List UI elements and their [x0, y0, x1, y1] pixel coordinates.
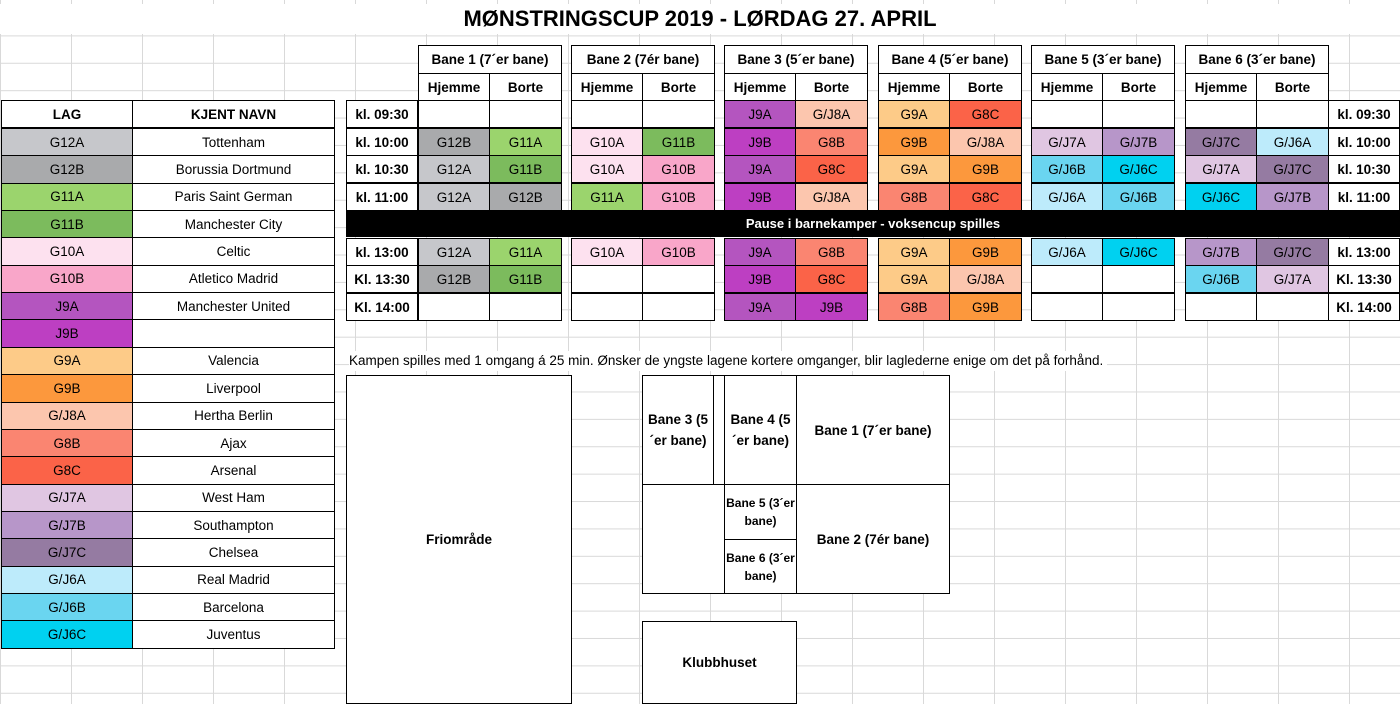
match-home-team: G9B: [878, 128, 950, 156]
time-slot-left: kl. 10:00: [346, 128, 418, 156]
time-slot-left: Kl. 13:30: [346, 265, 418, 293]
legend-team-code: G10A: [1, 237, 133, 265]
away-header: Borte: [1102, 73, 1175, 101]
legend-team-name: Juventus: [132, 620, 335, 648]
time-slot-right: Kl. 13:30: [1328, 265, 1400, 293]
match-away-team: J9B: [795, 293, 868, 321]
away-header: Borte: [949, 73, 1022, 101]
match-away-team: G8B: [795, 128, 868, 156]
legend-team-code: G11A: [1, 183, 133, 211]
legend-team-code: G9B: [1, 374, 133, 402]
match-home-team: [571, 293, 643, 321]
match-home-team: G/J6B: [1031, 155, 1103, 183]
legend-team-code: G8C: [1, 456, 133, 484]
map-bane-3: Bane 3 (5´er bane): [642, 375, 714, 485]
match-home-team: [571, 265, 643, 293]
time-slot-left: kl. 11:00: [346, 183, 418, 211]
match-away-team: G/J7C: [1256, 238, 1329, 266]
home-header: Hjemme: [1031, 73, 1103, 101]
match-away-team: G10B: [642, 183, 715, 211]
legend-team-code: G/J6C: [1, 620, 133, 648]
match-away-team: G8C: [795, 265, 868, 293]
match-away-team: G8C: [949, 183, 1022, 211]
legend-team-name: Hertha Berlin: [132, 402, 335, 430]
match-home-team: G12A: [418, 155, 490, 183]
match-away-team: G11B: [489, 265, 562, 293]
match-home-team: G/J7A: [1031, 128, 1103, 156]
time-slot-right: Kl. 14:00: [1328, 293, 1400, 321]
time-slot-left: kl. 10:30: [346, 155, 418, 183]
match-away-team: G/J6C: [1102, 238, 1175, 266]
match-home-team: G12B: [418, 265, 490, 293]
legend-team-name: Chelsea: [132, 538, 335, 566]
legend-team-name: Valencia: [132, 347, 335, 375]
match-home-team: J9A: [724, 100, 796, 128]
match-home-team: G11A: [571, 183, 643, 211]
match-away-team: G/J6A: [1256, 128, 1329, 156]
away-header: Borte: [489, 73, 562, 101]
legend-team-code: J9A: [1, 292, 133, 320]
map-bane-4: Bane 4 (5´er bane): [724, 375, 797, 485]
match-home-team: [1031, 100, 1103, 128]
legend-team-code: G/J8A: [1, 402, 133, 430]
match-home-team: G/J6C: [1185, 183, 1257, 211]
match-away-team: G/J6B: [1102, 183, 1175, 211]
legend-team-code: G12B: [1, 155, 133, 183]
legend-header-team: LAG: [1, 100, 133, 128]
home-header: Hjemme: [418, 73, 490, 101]
match-home-team: G/J7B: [1185, 238, 1257, 266]
home-header: Hjemme: [1185, 73, 1257, 101]
match-away-team: G8C: [949, 100, 1022, 128]
match-home-team: G10A: [571, 155, 643, 183]
match-away-team: G10B: [642, 238, 715, 266]
match-away-team: G/J7C: [1256, 155, 1329, 183]
match-away-team: [1256, 293, 1329, 321]
match-away-team: G9B: [949, 155, 1022, 183]
legend-header-name: KJENT NAVN: [132, 100, 335, 128]
match-away-team: G8C: [795, 155, 868, 183]
match-away-team: G9B: [949, 293, 1022, 321]
match-home-team: G8B: [878, 183, 950, 211]
match-home-team: G12B: [418, 128, 490, 156]
legend-team-name: Arsenal: [132, 456, 335, 484]
legend-team-name: West Ham: [132, 484, 335, 512]
match-home-team: J9A: [724, 238, 796, 266]
away-header: Borte: [1256, 73, 1329, 101]
match-home-team: G/J7C: [1185, 128, 1257, 156]
legend-team-code: G10B: [1, 265, 133, 293]
match-home-team: G10A: [571, 238, 643, 266]
match-away-team: G/J8A: [795, 100, 868, 128]
match-home-team: G9A: [878, 238, 950, 266]
match-home-team: G/J6B: [1185, 265, 1257, 293]
match-away-team: [1102, 265, 1175, 293]
time-slot-left: Kl. 14:00: [346, 293, 418, 321]
match-home-team: [1185, 293, 1257, 321]
match-away-team: G8B: [795, 238, 868, 266]
match-home-team: G/J6A: [1031, 183, 1103, 211]
legend-team-name: Atletico Madrid: [132, 265, 335, 293]
legend-team-code: G8B: [1, 429, 133, 457]
legend-team-name: Manchester United: [132, 292, 335, 320]
legend-team-name: Borussia Dortmund: [132, 155, 335, 183]
match-away-team: G11B: [642, 128, 715, 156]
match-away-team: G/J8A: [949, 128, 1022, 156]
match-home-team: [571, 100, 643, 128]
legend-team-name: Manchester City: [132, 210, 335, 238]
field-header-bane-4: Bane 4 (5´er bane): [878, 45, 1022, 74]
legend-team-name: Real Madrid: [132, 566, 335, 594]
field-header-bane-1: Bane 1 (7´er bane): [418, 45, 562, 74]
match-away-team: [1102, 100, 1175, 128]
legend-team-name: Tottenham: [132, 128, 335, 156]
time-slot-right: kl. 10:00: [1328, 128, 1400, 156]
match-away-team: G11B: [489, 155, 562, 183]
time-slot-right: kl. 09:30: [1328, 100, 1400, 128]
match-home-team: G8B: [878, 293, 950, 321]
match-home-team: [418, 293, 490, 321]
match-home-team: G/J6A: [1031, 238, 1103, 266]
map-bane-6: Bane 6 (3´er bane): [724, 539, 797, 594]
legend-team-name: Barcelona: [132, 593, 335, 621]
match-away-team: G11A: [489, 128, 562, 156]
match-away-team: G/J6C: [1102, 155, 1175, 183]
match-away-team: G/J7A: [1256, 265, 1329, 293]
time-slot-right: kl. 11:00: [1328, 183, 1400, 211]
legend-team-code: G11B: [1, 210, 133, 238]
rules-note: Kampen spilles med 1 omgang á 25 min. Ønsker de yngste lagene kortere omganger, blir laglederne enige om det på forhånd.: [349, 351, 1107, 371]
time-slot-left: kl. 13:00: [346, 238, 418, 266]
legend-team-code: G9A: [1, 347, 133, 375]
legend-team-code: G12A: [1, 128, 133, 156]
match-away-team: G/J8A: [949, 265, 1022, 293]
map-clubhouse: Klubbhuset: [642, 621, 797, 704]
legend-team-code: G/J7C: [1, 538, 133, 566]
legend-team-name: Celtic: [132, 237, 335, 265]
legend-team-code: G/J7A: [1, 484, 133, 512]
match-home-team: J9B: [724, 183, 796, 211]
legend-team-name: [132, 319, 335, 347]
match-away-team: G/J7B: [1102, 128, 1175, 156]
match-away-team: G9B: [949, 238, 1022, 266]
match-home-team: G12A: [418, 238, 490, 266]
page-title: MØNSTRINGSCUP 2019 - LØRDAG 27. APRIL: [0, 4, 1400, 34]
home-header: Hjemme: [724, 73, 796, 101]
match-away-team: [642, 265, 715, 293]
legend-team-name: Southampton: [132, 511, 335, 539]
match-home-team: G/J7A: [1185, 155, 1257, 183]
match-home-team: J9B: [724, 128, 796, 156]
map-bane-5: Bane 5 (3´er bane): [724, 484, 797, 540]
match-away-team: [489, 293, 562, 321]
match-away-team: G/J8A: [795, 183, 868, 211]
match-away-team: [489, 100, 562, 128]
match-home-team: J9A: [724, 293, 796, 321]
match-home-team: G9A: [878, 155, 950, 183]
away-header: Borte: [642, 73, 715, 101]
pause-banner: Pause i barnekamper - voksencup spilles: [346, 210, 1400, 237]
home-header: Hjemme: [571, 73, 643, 101]
field-header-bane-2: Bane 2 (7ér bane): [571, 45, 715, 74]
match-away-team: G12B: [489, 183, 562, 211]
match-home-team: J9B: [724, 265, 796, 293]
match-home-team: [1031, 265, 1103, 293]
map-empty-area: [642, 484, 725, 594]
match-away-team: [642, 100, 715, 128]
map-bane-1: Bane 1 (7´er bane): [796, 375, 950, 485]
match-home-team: [418, 100, 490, 128]
home-header: Hjemme: [878, 73, 950, 101]
match-home-team: G10A: [571, 128, 643, 156]
legend-team-name: Ajax: [132, 429, 335, 457]
match-away-team: G/J7B: [1256, 183, 1329, 211]
match-away-team: [642, 293, 715, 321]
map-bane-2: Bane 2 (7ér bane): [796, 484, 950, 594]
field-header-bane-3: Bane 3 (5´er bane): [724, 45, 868, 74]
match-home-team: G12A: [418, 183, 490, 211]
match-home-team: [1185, 100, 1257, 128]
legend-team-name: Paris Saint German: [132, 183, 335, 211]
match-away-team: G10B: [642, 155, 715, 183]
field-header-bane-5: Bane 5 (3´er bane): [1031, 45, 1175, 74]
legend-team-code: G/J6A: [1, 566, 133, 594]
match-home-team: [1031, 293, 1103, 321]
match-away-team: [1256, 100, 1329, 128]
legend-team-code: J9B: [1, 319, 133, 347]
time-slot-right: kl. 13:00: [1328, 238, 1400, 266]
legend-team-name: Liverpool: [132, 374, 335, 402]
match-away-team: G11A: [489, 238, 562, 266]
match-home-team: J9A: [724, 155, 796, 183]
legend-team-code: G/J7B: [1, 511, 133, 539]
away-header: Borte: [795, 73, 868, 101]
legend-team-code: G/J6B: [1, 593, 133, 621]
match-home-team: G9A: [878, 100, 950, 128]
match-home-team: G9A: [878, 265, 950, 293]
time-slot-right: kl. 10:30: [1328, 155, 1400, 183]
map-free-area: Friområde: [346, 375, 572, 704]
match-away-team: [1102, 293, 1175, 321]
field-header-bane-6: Bane 6 (3´er bane): [1185, 45, 1329, 74]
time-slot-left: kl. 09:30: [346, 100, 418, 128]
